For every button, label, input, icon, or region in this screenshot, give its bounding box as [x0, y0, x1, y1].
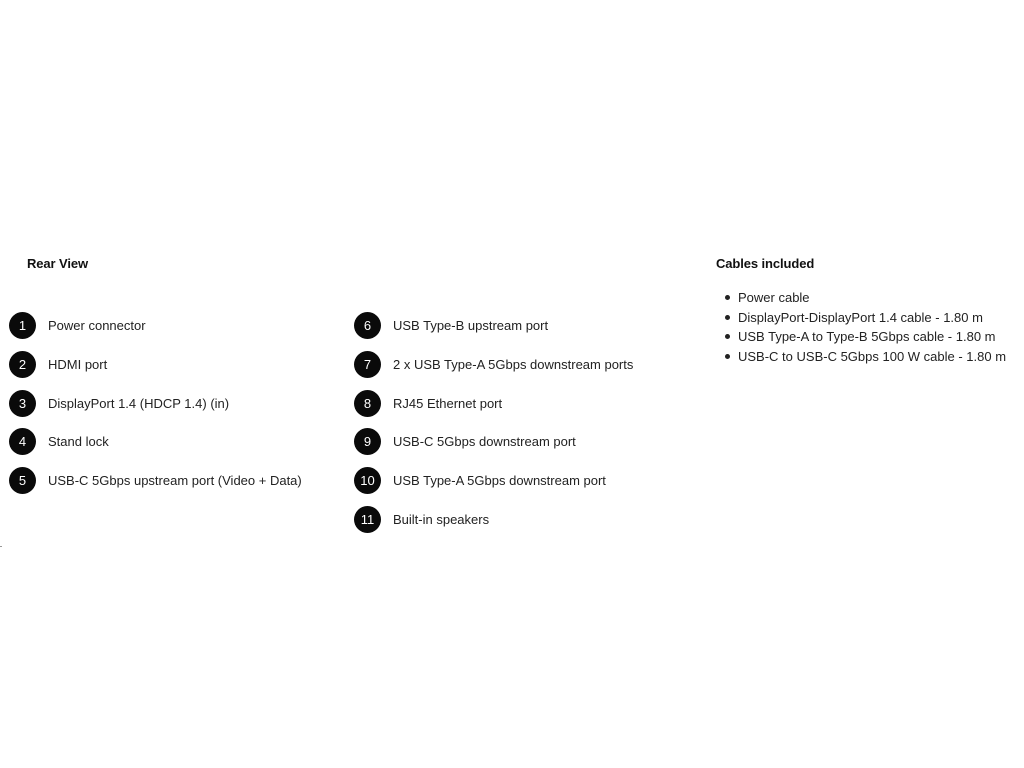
- port-label: USB-C 5Gbps upstream port (Video + Data): [48, 473, 302, 489]
- bullet-dot-icon: [725, 334, 730, 339]
- port-label: DisplayPort 1.4 (HDCP 1.4) (in): [48, 395, 230, 411]
- port-number-badge: 5: [9, 467, 36, 494]
- port-item: [354, 351, 633, 378]
- cable-label: USB Type-A to Type-B 5Gbps cable - 1.80 m: [738, 329, 996, 345]
- port-item: [354, 390, 633, 417]
- port-number-badge: 4: [9, 428, 36, 455]
- port-item: [9, 467, 302, 494]
- port-number-badge: 10: [354, 467, 381, 494]
- port-label: Built-in speakers: [393, 511, 490, 527]
- port-number-badge: 6: [354, 312, 381, 339]
- port-label: USB Type-B upstream port: [393, 318, 549, 333]
- cable-list-item: [722, 347, 1006, 367]
- port-item: [354, 312, 633, 339]
- cable-list-item: [722, 308, 1006, 328]
- port-item: [9, 312, 302, 339]
- port-item: [9, 390, 302, 417]
- port-label: Power connector: [48, 318, 146, 333]
- bullet-dot-icon: [725, 354, 730, 359]
- rear-ports-list-left: [9, 312, 302, 506]
- rear-view-heading: Rear View: [27, 256, 89, 271]
- bullet-dot-icon: [725, 315, 730, 320]
- port-number-badge: 7: [354, 351, 381, 378]
- cable-list-item: [722, 327, 1006, 347]
- port-label: RJ45 Ethernet port: [393, 395, 503, 411]
- cable-label: Power cable: [738, 290, 810, 306]
- port-item: [354, 428, 633, 455]
- cables-included-heading: Cables included: [716, 256, 815, 271]
- port-label: 2 x USB Type-A 5Gbps downstream ports: [393, 356, 634, 372]
- port-number-badge: 1: [9, 312, 36, 339]
- port-label: USB-C 5Gbps downstream port: [393, 434, 576, 450]
- port-item: [354, 506, 633, 533]
- rear-ports-list-right: [354, 312, 633, 545]
- bullet-dot-icon: [725, 295, 730, 300]
- port-number-badge: 8: [354, 390, 381, 417]
- cable-label: DisplayPort-DisplayPort 1.4 cable - 1.80 m: [738, 309, 983, 325]
- port-number-badge: 9: [354, 428, 381, 455]
- port-label: Stand lock: [48, 434, 109, 450]
- cables-list: [722, 288, 1006, 366]
- port-item: [9, 428, 302, 455]
- port-label: USB Type-A 5Gbps downstream port: [393, 473, 606, 489]
- port-item: [354, 467, 633, 494]
- port-number-badge: 2: [9, 351, 36, 378]
- edge-divider-mark: [0, 546, 2, 547]
- port-number-badge: 3: [9, 390, 36, 417]
- cable-list-item: [722, 288, 1006, 308]
- port-item: [9, 351, 302, 378]
- cable-label: USB-C to USB-C 5Gbps 100 W cable - 1.80 m: [738, 348, 1007, 364]
- port-label: HDMI port: [48, 356, 108, 372]
- port-number-badge: 11: [354, 506, 381, 533]
